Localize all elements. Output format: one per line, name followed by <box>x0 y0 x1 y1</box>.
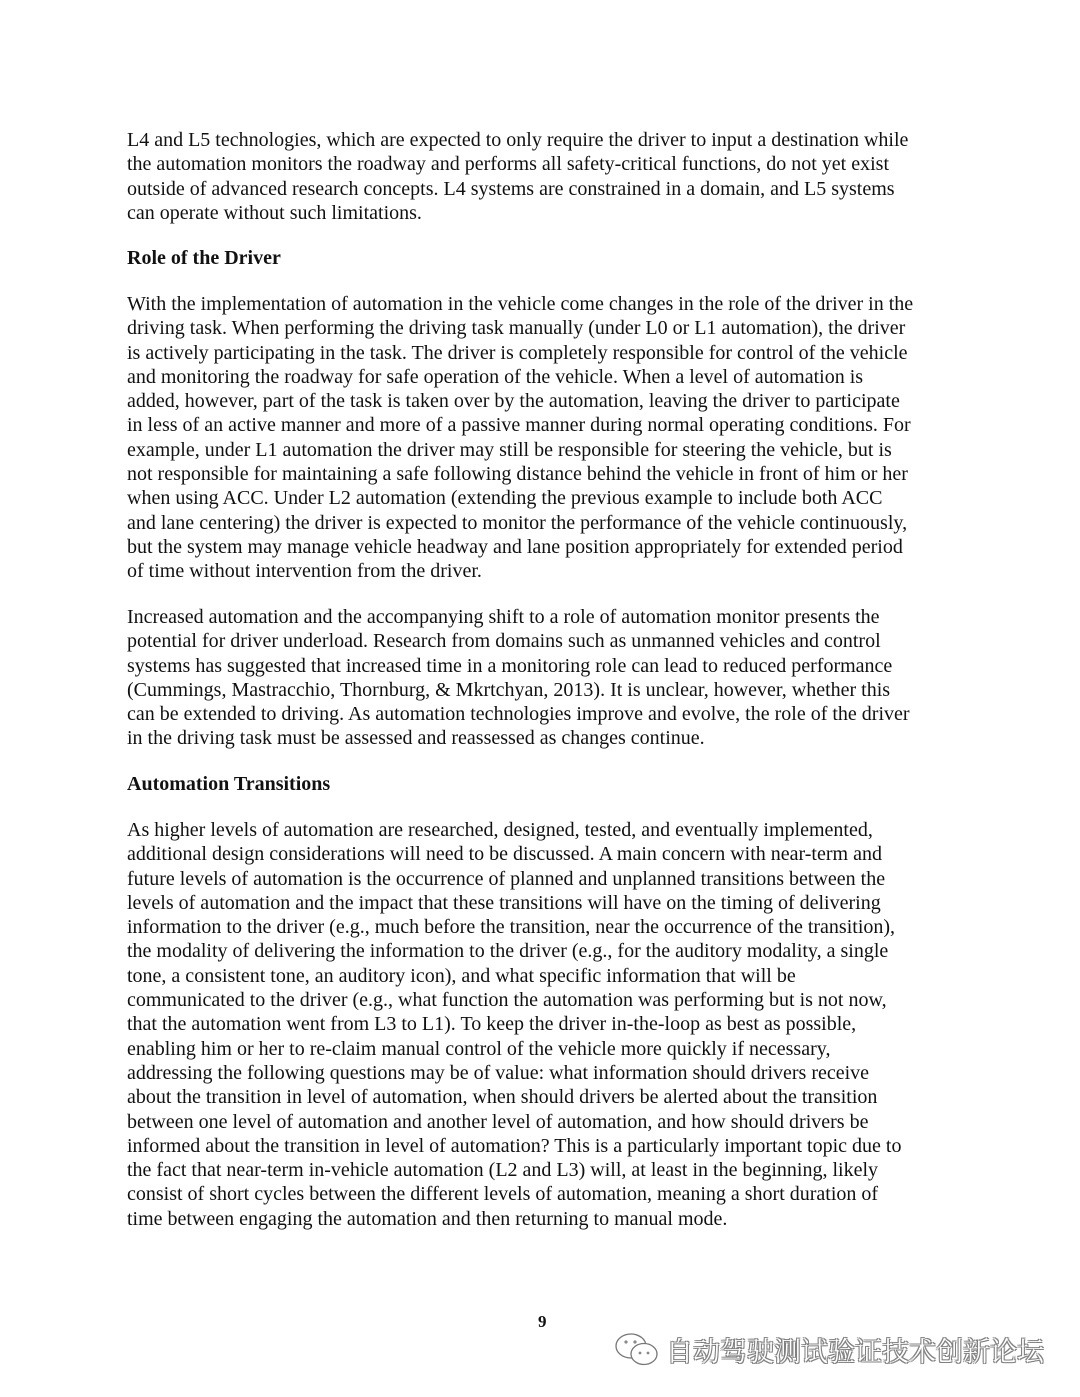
wechat-icon <box>614 1331 660 1369</box>
watermark <box>614 1330 1044 1369</box>
text-line: and lane centering) the driver is expected to monitor the performance of the vehicle continuously, <box>127 511 908 534</box>
text-line: future levels of automation is the occurrence of planned and unplanned transitions between the <box>127 867 886 890</box>
paragraph-4 <box>127 818 901 1231</box>
text-line: outside of advanced research concepts. L4 systems are constrained in a domain, and L5 systems <box>127 177 895 200</box>
text-line: the modality of delivering the information to the driver (e.g., for the auditory modality, a single <box>127 940 889 963</box>
text-line: Increased automation and the accompanying shift to a role of automation monitor presents the <box>127 606 880 628</box>
text-line: enabling him or her to re-claim manual control of the vehicle more quickly if necessary, <box>127 1037 831 1060</box>
text-line: potential for driver underload. Research from domains such as unmanned vehicles and control <box>127 630 881 653</box>
text-line: not responsible for maintaining a safe following distance behind the vehicle in front of him or her <box>127 463 908 486</box>
text-line: tone, a consistent tone, an auditory icon), and what specific information that will be <box>127 964 796 987</box>
text-line: in less of an active manner and more of a passive manner during normal operating conditions. For <box>127 414 911 437</box>
text-line: when using ACC. Under L2 automation (extending the previous example to include both ACC <box>127 487 883 510</box>
paragraph-3 <box>127 605 910 751</box>
paragraph-2 <box>127 292 913 584</box>
text-line: between one level of automation and another level of automation, and how should drivers be <box>127 1110 869 1133</box>
text-line: of time without intervention from the driver. <box>127 560 482 583</box>
text-line: can be extended to driving. As automation technologies improve and evolve, the role of the driver <box>127 703 910 726</box>
text-line: levels of automation and the impact that these transitions will have on the timing of delivering <box>127 891 881 914</box>
text-line: (Cummings, Mastracchio, Thornburg, & Mkrtchyan, 2013). It is unclear, however, whether this <box>127 678 891 701</box>
page-number: 9 <box>538 1312 547 1331</box>
text-line: systems has suggested that increased time in a monitoring role can lead to reduced performance <box>127 654 893 677</box>
text-line: in the driving task must be assessed and reassessed as changes continue. <box>127 727 705 750</box>
text-line: As higher levels of automation are researched, designed, tested, and eventually implemented, <box>127 819 873 841</box>
text-line: communicated to the driver (e.g., what function the automation was performing but is not now, <box>127 989 887 1012</box>
paragraph-1 <box>127 128 908 225</box>
text-line: driving task. When performing the driving task manually (under L0 or L1 automation), the driver <box>127 317 906 340</box>
text-line: the automation monitors the roadway and performs all safety-critical functions, do not yet exist <box>127 153 890 176</box>
text-line: about the transition in level of automation, when should drivers be alerted about the transition <box>127 1086 878 1109</box>
text-line: additional design considerations will need to be discussed. A main concern with near-term and <box>127 843 882 866</box>
text-line: the fact that near-term in-vehicle automation (L2 and L3) will, at least in the beginning, likely <box>127 1159 879 1182</box>
text-line: consist of short cycles between the different levels of automation, meaning a short duration of <box>127 1183 879 1206</box>
heading-automation-transitions: Automation Transitions <box>127 773 331 795</box>
text-line: that the automation went from L3 to L1). To keep the driver in-the-loop as best as possible, <box>127 1013 857 1036</box>
text-line: L4 and L5 technologies, which are expected to only require the driver to input a destination while <box>127 129 909 151</box>
text-line: added, however, part of the task is taken over by the automation, leaving the driver to participate <box>127 390 900 413</box>
text-line: but the system may manage vehicle headway and lane position appropriately for extended period <box>127 535 903 558</box>
text-line: informed about the transition in level of automation? This is a particularly important topic due to <box>127 1134 902 1157</box>
text-line: and monitoring the roadway for safe operation of the vehicle. When a level of automation is <box>127 365 864 388</box>
heading-role-of-driver: Role of the Driver <box>127 247 281 269</box>
text-line: addressing the following questions may be of value: what information should drivers receive <box>127 1061 870 1084</box>
text-line: time between engaging the automation and then returning to manual mode. <box>127 1207 728 1230</box>
watermark-text: 自动驾驶测试验证技术创新论坛 <box>666 1337 1044 1368</box>
text-line: is actively participating in the task. The driver is completely responsible for control of the vehicle <box>127 341 908 364</box>
text-line: can operate without such limitations. <box>127 201 422 224</box>
text-line: example, under L1 automation the driver may still be responsible for steering the vehicle, but is <box>127 438 892 461</box>
text-line: With the implementation of automation in the vehicle come changes in the role of the driver in the <box>127 293 914 315</box>
text-line: information to the driver (e.g., much before the transition, near the occurrence of the transition), <box>127 916 896 939</box>
